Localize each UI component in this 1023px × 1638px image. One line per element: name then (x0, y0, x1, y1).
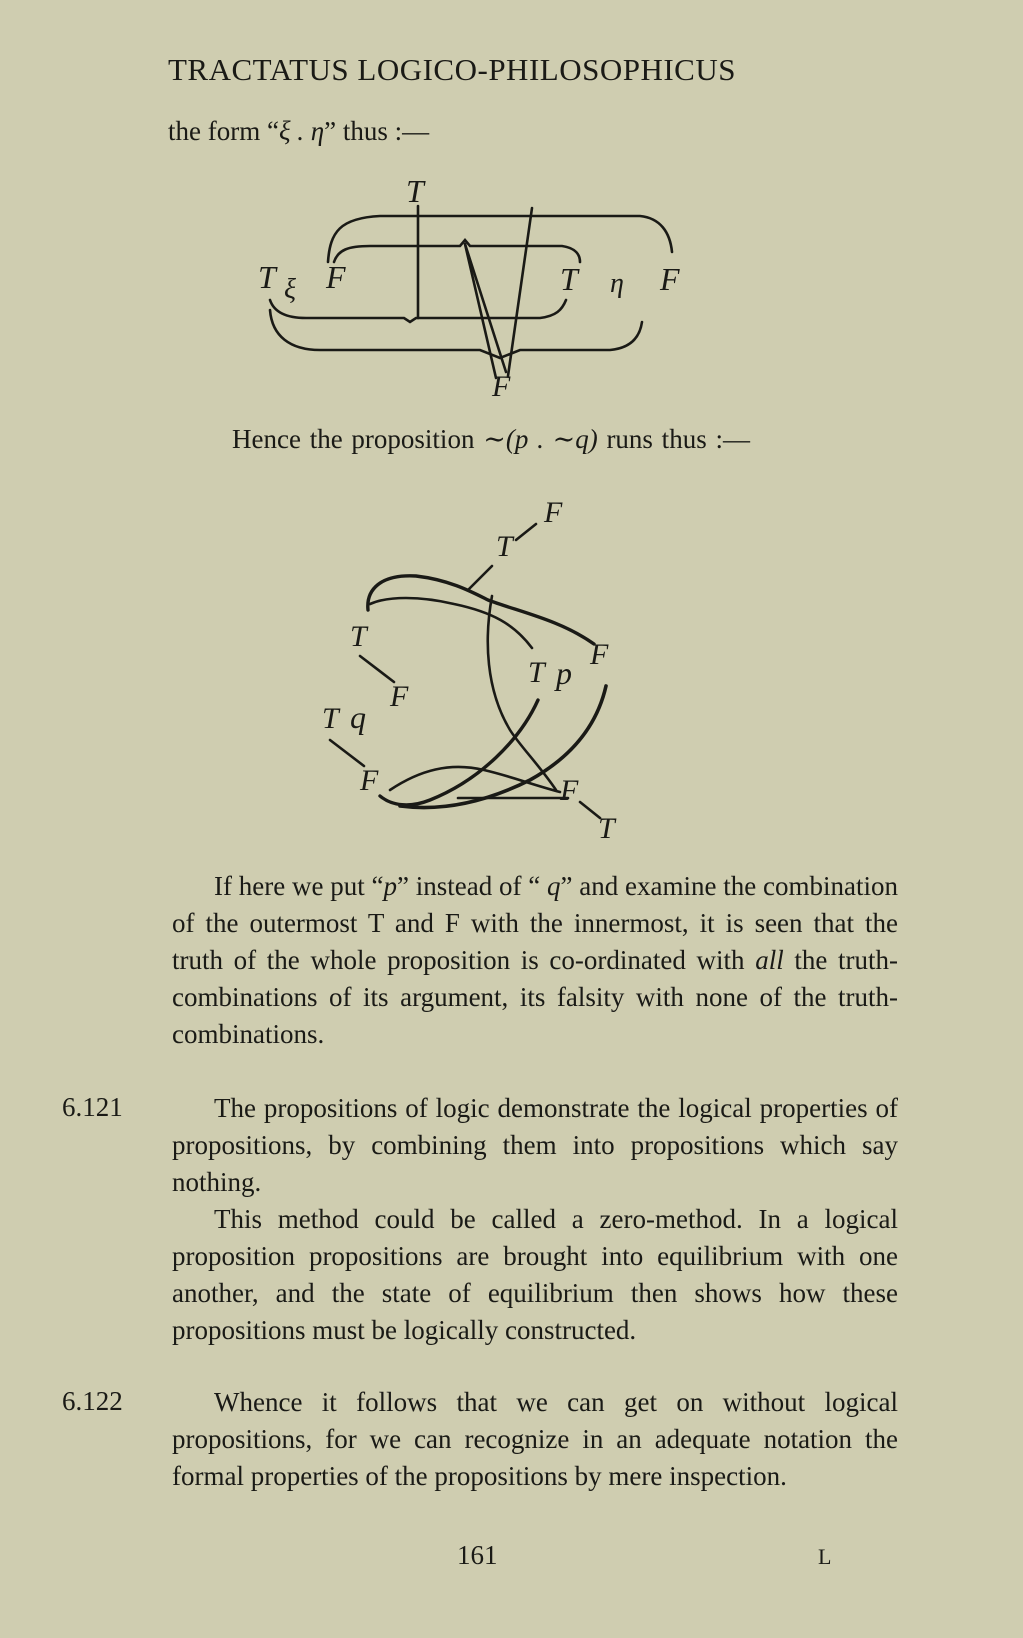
section-number-6-121: 6.121 (62, 1092, 123, 1122)
top-tf-stroke (516, 524, 536, 540)
intro-suffix: ” thus :— (324, 116, 430, 146)
center-stem (488, 596, 556, 790)
paragraph-6-122: Whence it follows that we can get on without logical propositions, for we can recognize in an adequate notation the formal properties of the propositions by mere inspection. (172, 1387, 898, 1491)
page-number: 161 (457, 1540, 498, 1570)
label-top-t: T (406, 173, 424, 209)
q-f-stroke (330, 740, 364, 766)
paragraph-combination: If here we put “p” instead of “ q” and examine the combination of the outermost T and F with the innermost, it is seen that the truth of the whole proposition is co-ordinated with all the truth-combinations of its argument, its falsity with none of the truth-combinations. (172, 871, 898, 1049)
label-q: q (350, 699, 366, 735)
label-p-f: F (590, 638, 609, 671)
label-top-t: T (496, 530, 513, 563)
t-q-stroke (360, 656, 394, 682)
label-p: p (556, 655, 572, 691)
hence-formula: ∼(p . ∼q) (483, 424, 598, 454)
label-eta-t: T (560, 261, 578, 297)
label-xi-t: T (258, 259, 276, 295)
outer-arc (368, 576, 594, 644)
top-stem (468, 566, 492, 590)
label-eta-f: F (660, 261, 680, 297)
label-eta: η (610, 268, 624, 299)
intro-prefix: the form “ (168, 116, 279, 146)
label-q-f: F (390, 680, 409, 713)
signature-mark: L (818, 1544, 832, 1569)
hence-suffix: runs thus :— (597, 424, 750, 454)
paragraph-zero-method: This method could be called a zero-method. In a logical proposition propositions are brought into equilibrium with one another, and the state of equilibrium then shows how these propositions must be logically constructed. (172, 1204, 898, 1345)
running-title: TRACTATUS LOGICO-PHILOSOPHICUS (168, 52, 736, 87)
label-top-f: F (544, 496, 563, 529)
intro-formula: ξ . η (278, 116, 325, 146)
label-bottom-f: F (492, 370, 511, 403)
label-xi-f: F (326, 259, 346, 295)
label-left-t: T (350, 620, 367, 653)
label-lower-right-t: T (598, 812, 615, 845)
label-p-t: T (528, 656, 545, 689)
label-lower-right-f: F (560, 774, 579, 807)
label-lower-left-f: F (360, 764, 379, 797)
hence-prefix: Hence the proposition (232, 424, 484, 454)
label-q-t: T (322, 702, 339, 735)
label-xi: ξ (284, 274, 296, 305)
paragraph-6-121: The propositions of logic demonstrate the logical properties of propositions, by combining them into propositions which say nothing. (172, 1093, 898, 1197)
section-number-6-122: 6.122 (62, 1386, 123, 1416)
f-t-stroke (580, 802, 600, 818)
